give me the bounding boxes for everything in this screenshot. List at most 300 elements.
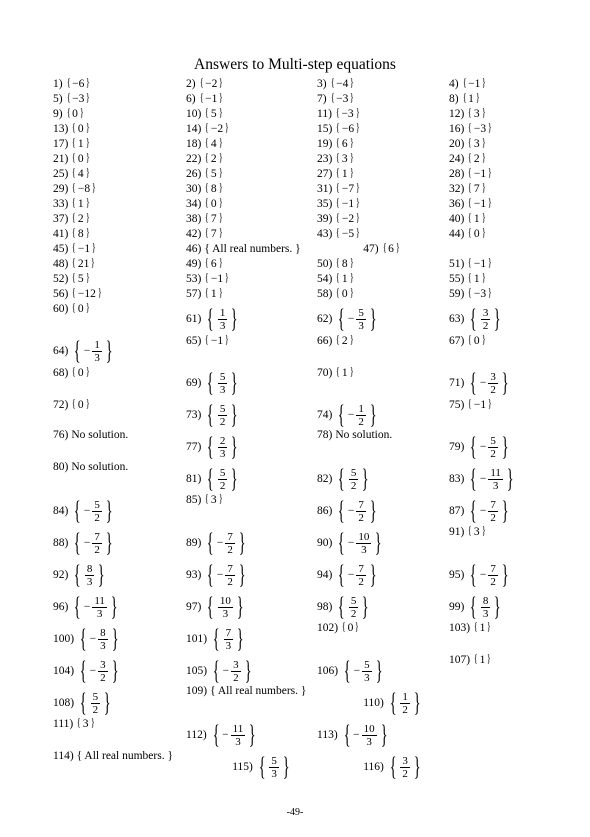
numerator: 10 — [358, 530, 370, 543]
answer-number: 65) — [186, 335, 202, 347]
right-brace: } — [218, 287, 223, 300]
left-brace: { — [330, 92, 335, 105]
left-brace: { — [72, 167, 77, 180]
answer-number: 6) — [186, 93, 196, 105]
answer-item — [186, 272, 230, 286]
answer-item — [317, 77, 355, 91]
left-brace: { — [336, 287, 341, 300]
answer-set — [204, 137, 223, 151]
fraction — [85, 563, 95, 588]
answer-value: 1 — [473, 273, 480, 285]
left-brace: { — [205, 227, 210, 240]
answer-value: −1 — [473, 168, 487, 180]
answer-item — [449, 370, 511, 396]
answer-set — [199, 92, 224, 106]
answer-value: −6 — [341, 123, 355, 135]
answer-item — [449, 92, 480, 106]
right-brace: } — [218, 227, 223, 240]
right-brace: } — [218, 152, 223, 165]
answer-item — [317, 466, 372, 492]
numerator: 3 — [100, 658, 106, 671]
answer-number: 22) — [186, 153, 202, 165]
answer-number: 105) — [186, 665, 208, 677]
right-brace: } — [355, 227, 360, 240]
right-brace: } — [494, 304, 502, 333]
answer-item — [186, 434, 241, 460]
right-brace: } — [375, 656, 383, 685]
left-brace: { — [468, 227, 473, 240]
fraction — [488, 499, 498, 524]
answer-text: { All real numbers. } — [76, 750, 173, 762]
denominator: 3 — [358, 319, 364, 332]
answer-item — [317, 257, 354, 271]
answer-item — [53, 366, 90, 380]
minus-sign: − — [353, 729, 360, 741]
answer-number: 15) — [317, 123, 333, 135]
answer-item — [186, 493, 223, 507]
answer-value: 1 — [473, 213, 480, 225]
right-brace: } — [349, 152, 354, 165]
left-brace: { — [205, 257, 210, 270]
denominator: 2 — [227, 543, 233, 556]
left-brace: { — [462, 77, 467, 90]
left-brace: { — [72, 212, 77, 225]
answer-number: 72) — [53, 399, 69, 411]
answer-set — [467, 227, 486, 241]
fraction — [481, 595, 491, 620]
denominator: 3 — [482, 607, 489, 620]
answer-set — [76, 717, 95, 731]
answer-number: 24) — [449, 153, 465, 165]
left-brace: { — [470, 464, 478, 493]
answer-number: 48) — [53, 258, 69, 270]
answer-number: 30) — [186, 183, 202, 195]
answer-number: 85) — [186, 494, 202, 506]
answer-item — [232, 754, 292, 780]
answer-item — [53, 287, 102, 301]
left-brace: { — [382, 242, 387, 255]
minus-sign: − — [347, 505, 355, 517]
right-brace: } — [481, 227, 486, 240]
left-brace: { — [79, 624, 87, 653]
right-brace: } — [380, 720, 388, 749]
right-brace: } — [111, 624, 119, 653]
answer-number: 47) — [363, 243, 379, 255]
answer-item — [449, 498, 511, 524]
answer-item — [53, 272, 90, 286]
answer-set — [335, 466, 371, 492]
answer-text: No solution. — [71, 429, 129, 441]
answer-number: 92) — [53, 569, 69, 581]
answer-set — [71, 272, 90, 286]
answer-item — [186, 137, 223, 151]
right-brace: } — [395, 242, 400, 255]
answer-set — [473, 653, 492, 667]
fraction — [92, 499, 102, 524]
answer-item — [186, 658, 254, 684]
right-brace: } — [487, 197, 492, 210]
answer-item — [449, 107, 486, 121]
left-brace: { — [338, 304, 346, 333]
answer-set — [71, 287, 102, 301]
answer-set — [335, 212, 360, 226]
answer-set — [204, 594, 246, 620]
right-brace: } — [85, 366, 90, 379]
answer-set — [71, 257, 96, 271]
answer-set — [335, 594, 371, 620]
answer-number: 54) — [317, 273, 333, 285]
right-brace: } — [85, 152, 90, 165]
answer-value: −1 — [473, 399, 487, 411]
denominator: 2 — [94, 511, 100, 524]
right-brace: } — [91, 242, 96, 255]
answer-item — [449, 434, 511, 460]
answer-set — [467, 334, 486, 348]
right-brace: } — [487, 621, 492, 634]
fraction — [92, 531, 102, 556]
right-brace: } — [481, 137, 486, 150]
answer-set — [467, 594, 503, 620]
right-brace: } — [85, 167, 90, 180]
left-brace: { — [473, 621, 478, 634]
answer-value: −1 — [210, 335, 224, 347]
answer-item — [317, 137, 354, 151]
answer-set — [467, 466, 516, 492]
answer-item — [449, 77, 487, 91]
left-brace: { — [207, 304, 215, 333]
answer-number: 116) — [363, 761, 384, 773]
answer-set — [467, 182, 486, 196]
right-brace: } — [481, 212, 486, 225]
right-brace: } — [244, 656, 252, 685]
left-brace: { — [207, 560, 215, 589]
answer-set — [335, 257, 354, 271]
answer-set — [210, 722, 259, 748]
left-brace: { — [468, 398, 473, 411]
right-brace: } — [224, 272, 229, 285]
answer-number: 67) — [449, 335, 465, 347]
right-brace: } — [487, 398, 492, 411]
right-brace: } — [481, 107, 486, 120]
answer-number: 66) — [317, 335, 333, 347]
answer-value: −3 — [341, 108, 354, 120]
answer-value: 8 — [210, 183, 217, 195]
denominator: 2 — [358, 575, 364, 588]
answer-number: 21) — [53, 153, 69, 165]
answer-number: 64) — [53, 345, 69, 357]
answer-set — [256, 754, 292, 780]
answer-value: 2 — [77, 213, 84, 225]
numerator: 3 — [482, 306, 489, 319]
answer-value: −12 — [77, 288, 96, 300]
right-brace: } — [501, 496, 509, 525]
left-brace: { — [336, 182, 341, 195]
answer-set — [467, 398, 492, 412]
numerator: 5 — [219, 402, 226, 415]
denominator: 3 — [366, 735, 372, 748]
answer-item — [449, 334, 486, 348]
answer-item — [186, 257, 223, 271]
answer-set — [467, 152, 486, 166]
minus-sign: − — [347, 313, 355, 325]
answer-value: 3 — [210, 494, 217, 506]
right-brace: } — [506, 464, 514, 493]
right-brace: } — [487, 653, 492, 666]
fraction — [218, 595, 233, 620]
right-brace: } — [350, 92, 355, 105]
answer-value: 1 — [479, 654, 486, 666]
answer-item — [449, 398, 493, 412]
fraction — [218, 467, 228, 492]
answer-number: 108) — [53, 697, 75, 709]
left-brace: { — [338, 592, 346, 621]
left-brace: { — [336, 137, 341, 150]
answer-item — [186, 287, 223, 301]
answer-number: 73) — [186, 409, 202, 421]
answer-set — [71, 338, 115, 364]
answer-set — [467, 137, 486, 151]
answer-number: 89) — [186, 537, 202, 549]
answer-number: 60) — [53, 303, 69, 315]
answer-value: 7 — [210, 228, 217, 240]
answer-item — [186, 167, 223, 181]
left-brace: { — [336, 167, 341, 180]
denominator: 2 — [219, 415, 226, 428]
answer-number: 40) — [449, 213, 465, 225]
answer-set — [204, 434, 240, 460]
answer-item — [53, 122, 90, 136]
answer-item — [53, 182, 97, 196]
left-brace: { — [66, 107, 71, 120]
answer-item — [53, 242, 97, 256]
right-brace: } — [355, 621, 360, 634]
answer-item — [317, 658, 385, 684]
answer-number: 2) — [186, 78, 196, 90]
answer-set — [330, 92, 355, 106]
answer-set — [335, 306, 379, 332]
right-brace: } — [238, 528, 246, 557]
answer-number: 43) — [317, 228, 333, 240]
answer-item — [449, 562, 511, 588]
answer-item — [186, 684, 306, 698]
left-brace: { — [462, 92, 467, 105]
answer-value: −3 — [336, 93, 349, 105]
answer-set — [204, 334, 229, 348]
answer-item — [317, 227, 361, 241]
answer-item — [449, 182, 486, 196]
answer-value: 3 — [473, 526, 480, 538]
fraction — [269, 755, 279, 780]
left-brace: { — [205, 122, 210, 135]
numerator: 1 — [402, 690, 408, 703]
right-brace: } — [231, 400, 239, 429]
answer-value: −3 — [72, 93, 85, 105]
page-number: -49- — [286, 807, 304, 818]
fraction — [356, 499, 366, 524]
left-brace: { — [72, 272, 77, 285]
answer-value: 1 — [77, 198, 84, 210]
answer-value: 0 — [77, 303, 84, 315]
answer-set — [467, 525, 486, 539]
answer-set — [66, 77, 91, 91]
denominator: 2 — [227, 575, 233, 588]
answer-item — [317, 428, 392, 442]
left-brace: { — [205, 197, 210, 210]
answer-item — [186, 626, 247, 652]
answer-item — [317, 402, 379, 428]
answer-item — [317, 167, 354, 181]
answer-number: 51) — [449, 258, 465, 270]
right-brace: } — [218, 137, 223, 150]
denominator: 2 — [482, 319, 489, 332]
answer-item — [53, 626, 121, 652]
answer-item — [53, 690, 114, 716]
minus-sign: − — [353, 665, 361, 677]
answer-value: 6 — [210, 258, 217, 270]
right-brace: } — [362, 464, 370, 493]
right-brace: } — [355, 182, 360, 195]
right-brace: } — [369, 400, 377, 429]
fraction — [225, 531, 235, 556]
fraction — [362, 659, 372, 684]
answer-set — [204, 530, 248, 556]
answer-number: 33) — [53, 198, 69, 210]
answer-number: 50) — [317, 258, 333, 270]
right-brace: } — [218, 493, 223, 506]
answer-number: 94) — [317, 569, 333, 581]
right-brace: } — [231, 304, 239, 333]
answer-number: 68) — [53, 367, 69, 379]
answer-number: 55) — [449, 273, 465, 285]
left-brace: { — [79, 688, 87, 717]
answer-number: 111) — [53, 718, 74, 730]
left-brace: { — [207, 432, 215, 461]
left-brace: { — [205, 182, 210, 195]
answer-item — [317, 197, 361, 211]
left-brace: { — [207, 592, 215, 621]
answer-number: 110) — [363, 697, 384, 709]
left-brace: { — [336, 212, 341, 225]
answer-item — [449, 167, 493, 181]
numerator: 7 — [358, 498, 364, 511]
left-brace: { — [205, 167, 210, 180]
fraction — [92, 339, 102, 364]
answer-number: 28) — [449, 168, 465, 180]
answer-number: 70) — [317, 367, 333, 379]
answer-item — [449, 653, 492, 667]
right-brace: } — [481, 334, 486, 347]
answer-set — [330, 77, 355, 91]
numerator: 11 — [232, 722, 244, 735]
answer-item — [53, 197, 90, 211]
denominator: 3 — [86, 575, 93, 588]
answer-item — [186, 122, 230, 136]
right-brace: } — [481, 152, 486, 165]
right-brace: } — [86, 77, 91, 90]
answer-number: 32) — [449, 183, 465, 195]
answer-item — [53, 498, 115, 524]
answer-value: 7 — [473, 183, 480, 195]
answer-set — [473, 621, 492, 635]
answer-number: 79) — [449, 441, 465, 453]
left-brace: { — [343, 656, 351, 685]
right-brace: } — [487, 167, 492, 180]
minus-sign: − — [83, 505, 91, 517]
answer-item — [53, 338, 115, 364]
answer-item — [186, 594, 246, 620]
denominator: 3 — [225, 639, 232, 652]
right-brace: } — [219, 92, 224, 105]
answer-number: 77) — [186, 441, 202, 453]
left-brace: { — [205, 137, 210, 150]
left-brace: { — [72, 302, 77, 315]
answer-number: 58) — [317, 288, 333, 300]
denominator: 2 — [350, 607, 357, 620]
answer-value: 5 — [210, 108, 217, 120]
right-brace: } — [369, 560, 377, 589]
answer-value: −6 — [72, 78, 85, 90]
numerator: 1 — [358, 402, 364, 415]
left-brace: { — [470, 496, 478, 525]
answer-number: 37) — [53, 213, 69, 225]
answer-value: 5 — [210, 168, 217, 180]
left-brace: { — [389, 752, 397, 781]
numerator: 3 — [402, 754, 408, 767]
right-brace: } — [103, 688, 111, 717]
answer-set — [204, 197, 223, 211]
answer-number: 101) — [186, 633, 208, 645]
answer-item — [449, 257, 493, 271]
answer-item — [317, 306, 379, 332]
answer-item — [53, 594, 120, 620]
answer-item — [186, 402, 241, 428]
answer-number: 31) — [317, 183, 333, 195]
left-brace: { — [74, 592, 82, 621]
answer-value: −1 — [205, 93, 218, 105]
answer-set — [71, 212, 90, 226]
answer-value: 3 — [473, 108, 480, 120]
fraction — [218, 307, 228, 332]
answer-number: 18) — [186, 138, 202, 150]
right-brace: } — [90, 717, 95, 730]
left-brace: { — [72, 242, 77, 255]
answer-value: 0 — [77, 153, 84, 165]
denominator: 2 — [92, 703, 99, 716]
answer-set — [467, 107, 486, 121]
right-brace: } — [236, 592, 244, 621]
answer-value: 0 — [77, 367, 84, 379]
answer-number: 3) — [317, 78, 327, 90]
right-brace: } — [487, 122, 492, 135]
answer-number: 80) — [53, 461, 69, 473]
answer-number: 53) — [186, 273, 202, 285]
answer-set — [467, 122, 492, 136]
answer-item — [186, 530, 248, 556]
answer-set — [71, 227, 90, 241]
fraction — [231, 723, 246, 748]
right-brace: } — [487, 287, 492, 300]
answer-set — [66, 92, 91, 106]
right-brace: } — [355, 212, 360, 225]
answer-set — [204, 370, 240, 396]
answer-number: 86) — [317, 505, 333, 517]
answer-item — [53, 152, 90, 166]
left-brace: { — [468, 212, 473, 225]
right-brace: } — [105, 528, 113, 557]
left-brace: { — [338, 496, 346, 525]
answer-number: 62) — [317, 313, 333, 325]
left-brace: { — [205, 152, 210, 165]
